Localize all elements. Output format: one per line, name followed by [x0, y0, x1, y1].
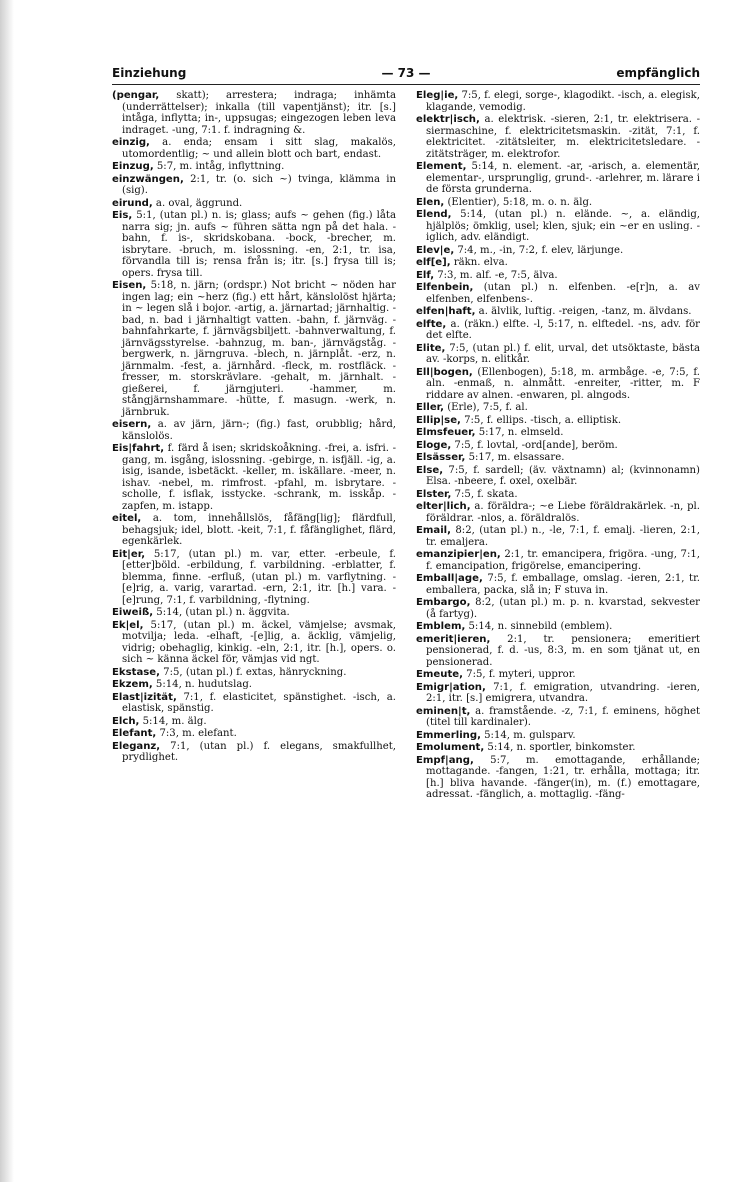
- dictionary-entry: Elefant, 7:3, m. elefant.: [112, 728, 237, 739]
- dictionary-entry: Ell|bogen, (Ellenbogen), 5:18, m. armbåge. -e, 7:5, f. aln. -enmaß, n. alnmått. -enreiter, -ritter, m. F riddare av alnen. -enwaren, pl. alngods.: [416, 366, 700, 401]
- dictionary-entry: Eloge, 7:5, f. lovtal, -ord[ande], beröm.: [416, 439, 618, 451]
- header-first-word: Einziehung: [112, 66, 187, 80]
- right-column: [416, 90, 700, 1170]
- entry-headword: Einzug,: [112, 161, 154, 172]
- dictionary-entry: Email, 8:2, (utan pl.) n., -le, 7:1, f. emalj. -lieren, 2:1, tr. emaljera.: [416, 525, 700, 548]
- entry-headword: Element,: [416, 161, 467, 172]
- dictionary-entry: elfen|haft, a. älvlik, luftig. -reigen, -tanz, m. älvdans.: [416, 306, 692, 317]
- entry-headword: emerit|ieren,: [416, 633, 491, 645]
- entry-headword: Ek|el,: [112, 619, 144, 631]
- entry-headword: eminen|t,: [416, 705, 471, 717]
- entry-headword: Emigr|ation,: [416, 681, 486, 693]
- page-header: [112, 66, 700, 84]
- entry-headword: Ellip|se,: [416, 414, 461, 426]
- entry-headword: Emmerling,: [416, 729, 481, 741]
- dictionary-entry: Elf, 7:3, m. alf. -e, 7:5, älva.: [416, 269, 558, 281]
- entry-headword: Elster,: [416, 488, 452, 500]
- dictionary-entry: Ellip|se, 7:5, f. ellips. -tisch, a. elliptisk.: [416, 414, 622, 426]
- entry-headword: Elite,: [416, 342, 446, 354]
- entry-headword: Elmsfeuer,: [416, 427, 476, 438]
- dictionary-entry: Elch, 5:14, m. älg.: [112, 715, 207, 727]
- dictionary-entry: Eisen, 5:18, n. järn; (ordspr.) Not bricht ~ nöden har ingen lag; ein ~herz (fig.) ett hårt, känslolöst hjärta; in ~ legen slå i bojor. -artig, a. järnartad; järnhaltig. -bad, n. bad i järnhaltigt vatten. -bahn, f. järnväg. -bahnfahrkarte, f. järnvägsbiljett. -bahnverwaltung, f. järnvägsstyrelse. -bahnzug, m. ban-, järnvägståg. -bergwerk, n. järngruva. -blech, n. järnplåt. -erz, n. järnmalm. -fest, a. järnhård. -fleck, m. rostfläck. -fresser, m. storskrävlare. -gehalt, m. järnhalt. -gießerei, f. järngjuteri. -hammer, m. stångjärnshammare. -hütte, f. masugn. -werk, n. järnbruk.: [112, 280, 396, 418]
- entry-headword: Elen,: [416, 196, 445, 208]
- entry-headword: Eleg|ie,: [416, 90, 459, 101]
- dictionary-entry: einzig, a. enda; ensam i sitt slag, makalös, utomordentlig; ~ und allein blott och bart, endast.: [112, 137, 396, 160]
- entry-headword: elektr|isch,: [416, 114, 480, 125]
- dictionary-entry: elektr|isch, a. elektrisk. -sieren, 2:1, tr. elektrisera. -siermaschine, f. elektricitetsmaskin. -zität, 7:1, f. elektricitet. -zitätsleiter, m. elektricitetsledare. -zitätsträger, m. elektrofor.: [416, 114, 700, 160]
- entry-headword: Emeute,: [416, 669, 463, 680]
- dictionary-entry: elter|lich, a. föräldra-; ~e Liebe föräldrakärlek. -n, pl. föräldrar. -nlos, a. föräldralös.: [416, 501, 700, 524]
- dictionary-entry: Element, 5:14, n. element. -ar, -arisch, a. elementär, elementar-, ursprunglig, grund-. -arlehrer, m. lärare i de första grunderna.: [416, 161, 700, 195]
- dictionary-entry: eisern, a. av järn, järn-; (fig.) fast, orubblig; hård, känslolös.: [112, 419, 396, 442]
- entry-headword: Eiweiß,: [112, 607, 154, 618]
- entry-headword: Empf|ang,: [416, 754, 474, 766]
- entry-headword: Email,: [416, 525, 451, 536]
- entry-headword: Elev|e,: [416, 244, 455, 256]
- dictionary-entry: emerit|ieren, 2:1, tr. pensionera; emeritiert pensionerad, f. d. -us, 8:3, m. en som tjänat ut, en pensionerad.: [416, 633, 700, 668]
- dictionary-entry: Empf|ang, 5:7, m. emottagande, erhållande; mottagande. -fangen, 1:21, tr. erhålla, mottaga; itr. [h.] bliva havande. -fänger(in), m. (f.) emottagare, adressat. -fänglich, a. mottaglig. -fäng-: [416, 754, 700, 800]
- entry-headword: eitel,: [112, 513, 142, 524]
- entry-headword: elfen|haft,: [416, 306, 476, 317]
- entry-headword: Eller,: [416, 402, 444, 413]
- entry-headword: Else,: [416, 464, 444, 476]
- entry-headword: Embargo,: [416, 597, 471, 608]
- dictionary-entry: Embargo, 8:2, (utan pl.) m. p. n. kvarstad, sekvester (å fartyg).: [416, 597, 700, 620]
- entry-headword: Ell|bogen,: [416, 366, 473, 378]
- entry-headword: (pengar,: [112, 90, 160, 101]
- dictionary-entry: Ekstase, 7:5, (utan pl.) f. extas, hänryckning.: [112, 666, 347, 678]
- dictionary-entry: Einzug, 5:7, m. intåg, inflyttning.: [112, 161, 285, 172]
- dictionary-entry: Emball|age, 7:5, f. emballage, omslag. -ieren, 2:1, tr. emballera, packa, slå in; F stuva in.: [416, 573, 700, 596]
- dictionary-entry: Eis, 5:1, (utan pl.) n. is; glass; aufs ~ gehen (fig.) låta narra sig; jn. aufs ~ führen sätta ngn på det hala. -bahn, f. is-, skridskobana. -bock, -brecher, m. isbrytare. -bruch, m. islossning. -en, 2:1, tr. isa, förvandla till is; rensa från is; itr. [s.] frysa till is; opers. frysa till.: [112, 210, 396, 279]
- entry-headword: Emball|age,: [416, 573, 483, 584]
- dictionary-entry: einzwängen, 2:1, tr. (o. sich ~) tvinga, klämma in (sig).: [112, 173, 396, 196]
- entry-headword: Eis|fahrt,: [112, 443, 165, 454]
- dictionary-entry: eminen|t, a. framstående. -z, 7:1, f. eminens, höghet (titel till kardinaler).: [416, 705, 700, 728]
- entry-headword: Ekstase,: [112, 666, 160, 678]
- dictionary-entry: elfte, a. (räkn.) elfte. -l, 5:17, n. elftedel. -ns, adv. för det elfte.: [416, 318, 700, 341]
- entry-headword: Elch,: [112, 715, 140, 727]
- entry-headword: Eloge,: [416, 439, 452, 451]
- page-fold-shadow: [0, 0, 14, 1182]
- entry-headword: Elfenbein,: [416, 282, 474, 293]
- dictionary-entry: Emblem, 5:14, n. sinnebild (emblem).: [416, 621, 613, 632]
- entry-headword: elf[e],: [416, 257, 451, 268]
- dictionary-entry: Emolument, 5:14, n. sportler, binkomster.: [416, 742, 636, 753]
- entry-headword: einzwängen,: [112, 173, 184, 185]
- dictionary-entry: Eis|fahrt, f. färd å isen; skridskoåkning. -frei, a. isfri. -gang, m. isgång, islossning. -gebirge, n. isfjäll. -ig, a. isig, isande, isbetäckt. -keller, m. iskällare. -meer, n. ishav. -nebel, m. rimfrost. -pfahl, m. isbrytare. -scholle, f. isflak, isstycke. -schrank, m. isskåp. -zapfen, m. istapp.: [112, 443, 396, 512]
- dictionary-entry: (pengar, skatt); arrestera; indraga; inhämta (underrättelser); inkalla (till vapentjänst); itr. [s.] intåga, inflytta; in-, uppsugas; eingezogen leben leva indraget. -ung, 7:1. f. indragning &.: [112, 90, 396, 136]
- entry-headword: Elefant,: [112, 728, 157, 739]
- entry-headword: Emolument,: [416, 742, 485, 753]
- dictionary-entry: Ek|el, 5:17, (utan pl.) m. äckel, vämjelse; avsmak, motvilja; leda. -elhaft, -[e]lig, a. äcklig, vämjelig, vidrig; obehaglig, kinkig. -eln, 2:1, itr. [h.], opers. o. sich ~ känna äckel för, vämjas vid ngt.: [112, 619, 396, 665]
- dictionary-entry: Elast|izität, 7:1, f. elasticitet, spänstighet. -isch, a. elastisk, spänstig.: [112, 691, 396, 714]
- entry-headword: Elsässer,: [416, 452, 466, 463]
- entry-headword: Eis,: [112, 210, 133, 221]
- dictionary-entry: Elsässer, 5:17, m. elsassare.: [416, 452, 565, 463]
- entry-headword: Emblem,: [416, 621, 466, 632]
- dictionary-entry: Emigr|ation, 7:1, f. emigration, utvandring. -ieren, 2:1, itr. [s.] emigrera, utvandra.: [416, 681, 700, 704]
- header-last-word: empfänglich: [616, 66, 700, 80]
- dictionary-entry: Elmsfeuer, 5:17, n. elmseld.: [416, 427, 564, 438]
- dictionary-entry: Elfenbein, (utan pl.) n. elfenben. -e[r]n, a. av elfenben, elfenbens-.: [416, 282, 700, 305]
- entry-headword: eirund,: [112, 197, 153, 209]
- entry-headword: einzig,: [112, 137, 150, 148]
- entry-headword: Eit|er,: [112, 548, 146, 560]
- dictionary-entry: Elen, (Elentier), 5:18, m. o. n. älg.: [416, 196, 593, 208]
- entry-headword: elter|lich,: [416, 501, 471, 512]
- dictionary-entry: Emmerling, 5:14, m. gulsparv.: [416, 729, 576, 741]
- entry-headword: elfte,: [416, 318, 447, 330]
- entry-headword: Elend,: [416, 209, 452, 220]
- dictionary-entry: Eller, (Erle), 7:5, f. al.: [416, 402, 528, 413]
- dictionary-entry: Elev|e, 7:4, m., -in, 7:2, f. elev, lärjunge.: [416, 244, 624, 256]
- entry-headword: emanzipier|en,: [416, 549, 501, 560]
- dictionary-entry: Eleg|ie, 7:5, f. elegi, sorge-, klagodikt. -isch, a. elegisk, klagande, vemodig.: [416, 90, 700, 113]
- page-number: — 73 —: [381, 66, 431, 80]
- entry-headword: Elf,: [416, 269, 435, 281]
- dictionary-entry: Else, 7:5, f. sardell; (äv. växtnamn) al; (kvinnonamn) Elsa. -nbeere, f. oxel, oxelbär.: [416, 464, 700, 487]
- dictionary-entry: Eiweiß, 5:14, (utan pl.) n. äggvita.: [112, 607, 290, 618]
- entry-headword: Ekzem,: [112, 679, 153, 690]
- dictionary-entry: Elite, 7:5, (utan pl.) f. elit, urval, det utsöktaste, bästa av. -korps, n. elitkår.: [416, 342, 700, 365]
- entry-headword: Eisen,: [112, 280, 147, 291]
- entry-headword: eisern,: [112, 419, 152, 430]
- dictionary-entry: elf[e], räkn. elva.: [416, 257, 508, 268]
- dictionary-entry: eirund, a. oval, äggrund.: [112, 197, 243, 209]
- dictionary-entry: emanzipier|en, 2:1, tr. emancipera, frigöra. -ung, 7:1, f. emancipation, frigörelse, emancipering.: [416, 549, 700, 572]
- dictionary-entry: Eleganz, 7:1, (utan pl.) f. elegans, smakfullhet, prydlighet.: [112, 740, 396, 763]
- dictionary-entry: eitel, a. tom, innehållslös, fåfäng[lig]; flärdfull, behagsjuk; idel, blott. -keit, 7:1, f. fåfänglighet, flärd, egenkärlek.: [112, 513, 396, 547]
- dictionary-entry: Elster, 7:5, f. skata.: [416, 488, 518, 500]
- entry-headword: Elast|izität,: [112, 691, 177, 703]
- header-rule: [112, 84, 700, 85]
- dictionary-entry: Ekzem, 5:14, n. hudutslag.: [112, 679, 253, 690]
- dictionary-entry: Eit|er, 5:17, (utan pl.) m. var, etter. -erbeule, f. [etter]böld. -erbildung, f. varbildning. -erblatter, f. blemma, finne. -erfluß, (utan pl.) m. varflytning. -[e]rig, a. varig, varartad. -ern, 2:1, itr. [h.] vara. -[e]rung, 7:1, f. varbildning, -flytning.: [112, 548, 396, 606]
- dictionary-entry: Emeute, 7:5, f. myteri, uppror.: [416, 669, 576, 680]
- dictionary-entry: Elend, 5:14, (utan pl.) n. elände. ~, a. eländig, hjälplös; ömklig, usel; klen, sjuk; ein ~er en usling. -iglich, adv. eländigt.: [416, 209, 700, 243]
- left-column: [112, 90, 396, 1170]
- entry-headword: Eleganz,: [112, 740, 161, 752]
